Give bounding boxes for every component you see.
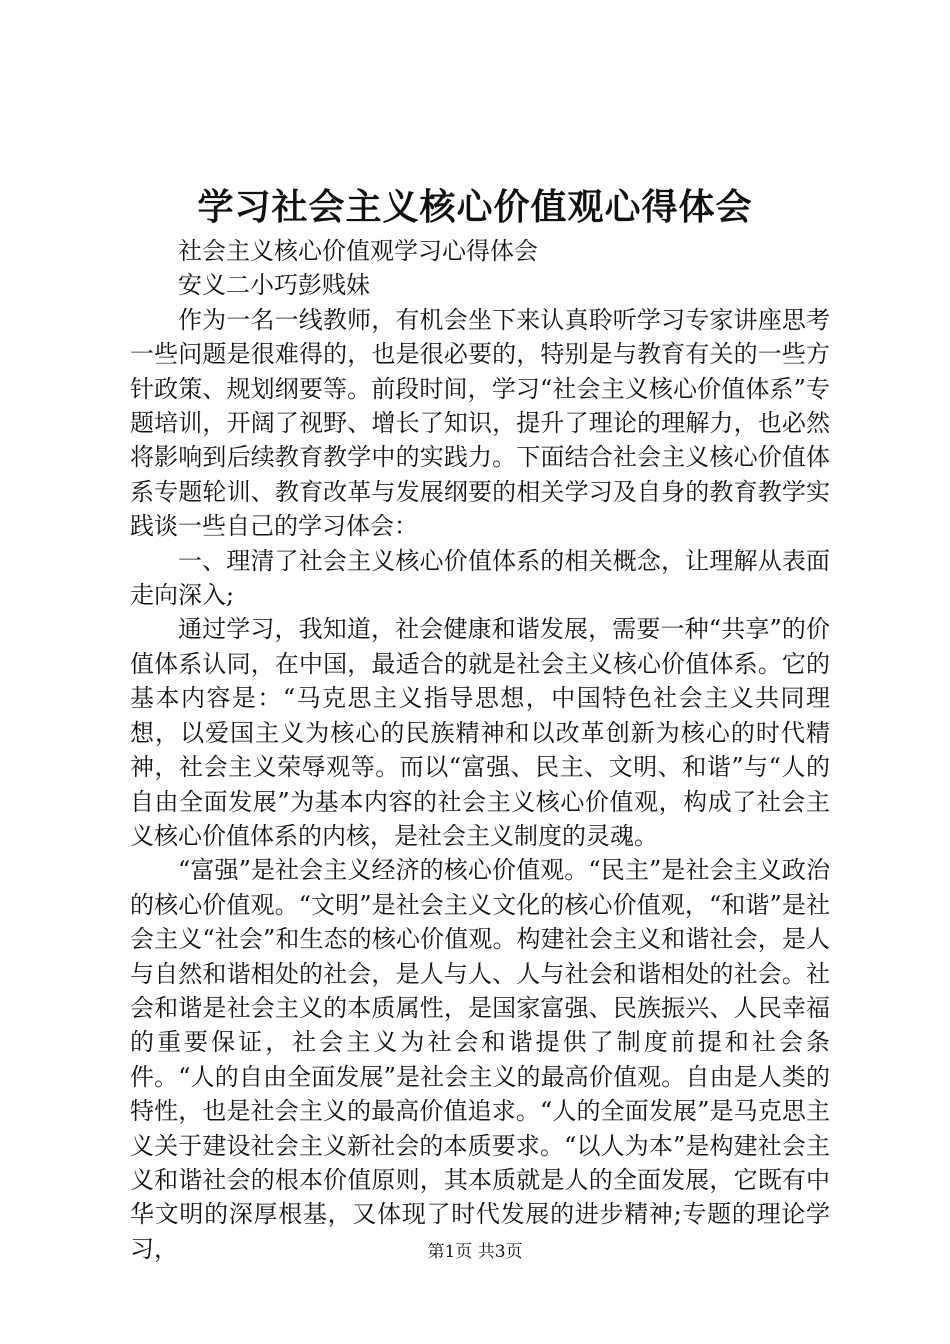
page-number: 第1页 共3页	[427, 1242, 523, 1262]
paragraph-section-heading: 一、理清了社会主义核心价值体系的相关概念，让理解从表面走向深入;	[130, 546, 830, 610]
paragraph-intro: 作为一名一线教师，有机会坐下来认真聆听学习专家讲座思考一些问题是很难得的，也是很必要的，特别是与教育有关的一些方针政策、规划纲要等。前段时间，学习“社会主义核心价值体系”专题培训，开阔了视野、增长了知识，提升了理论的理解力，也必然将影响到后续教育教学中的实践力。下面结合社会主义核心价值体系专题轮训、教育改革与发展纲要的相关学习及自身的教育教学实践谈一些自己的学习体会：	[130, 305, 830, 541]
paragraph-core-values: 通过学习，我知道，社会健康和谐发展，需要一种“共享”的价值体系认同，在中国，最适合的就是社会主义核心价值体系。它的基本内容是：“马克思主义指导思想，中国特色社会主义共同理想，以爱国主义为核心的民族精神和以改革创新为核心的时代精神，社会主义荣辱观等。而以“富强、民主、文明、和谐”与“人的自由全面发展”为基本内容的社会主义核心价值观，构成了社会主义核心价值体系的内核，是社会主义制度的灵魂。	[130, 615, 830, 850]
document-title: 学习社会主义核心价值观心得体会	[197, 187, 753, 228]
author-line: 安义二小巧彭贱妹	[178, 271, 370, 300]
subtitle-line: 社会主义核心价值观学习心得体会	[178, 237, 538, 265]
paragraph-values-detail: “富强”是社会主义经济的核心价值观。“民主”是社会主义政治的核心价值观。“文明”是社会主义文化的核心价值观，“和谐”是社会主义“社会”和生态的核心价值观。构建社会主义和谐社会，是人与自然和谐相处的社会，是人与人、人与社会和谐相处的社会。社会和谐是社会主义的本质属性，是国家富强、民族振兴、人民幸福的重要保证，社会主义为社会和谐提供了制度前提和社会条件。“人的自由全面发展”是社会主义的最高价值观。自由是人类的特性，也是社会主义的最高价值追求。“人的全面发展”是马克思主义关于建设社会主义新社会的本质要求。“以人为本”是构建社会主义和谐社会的根本价值原则，其本质就是人的全面发展，它既有中华文明的深厚根基，又体现了时代发展的进步精神;专题的理论学习，	[130, 856, 830, 1263]
document-body	[130, 234, 830, 1266]
